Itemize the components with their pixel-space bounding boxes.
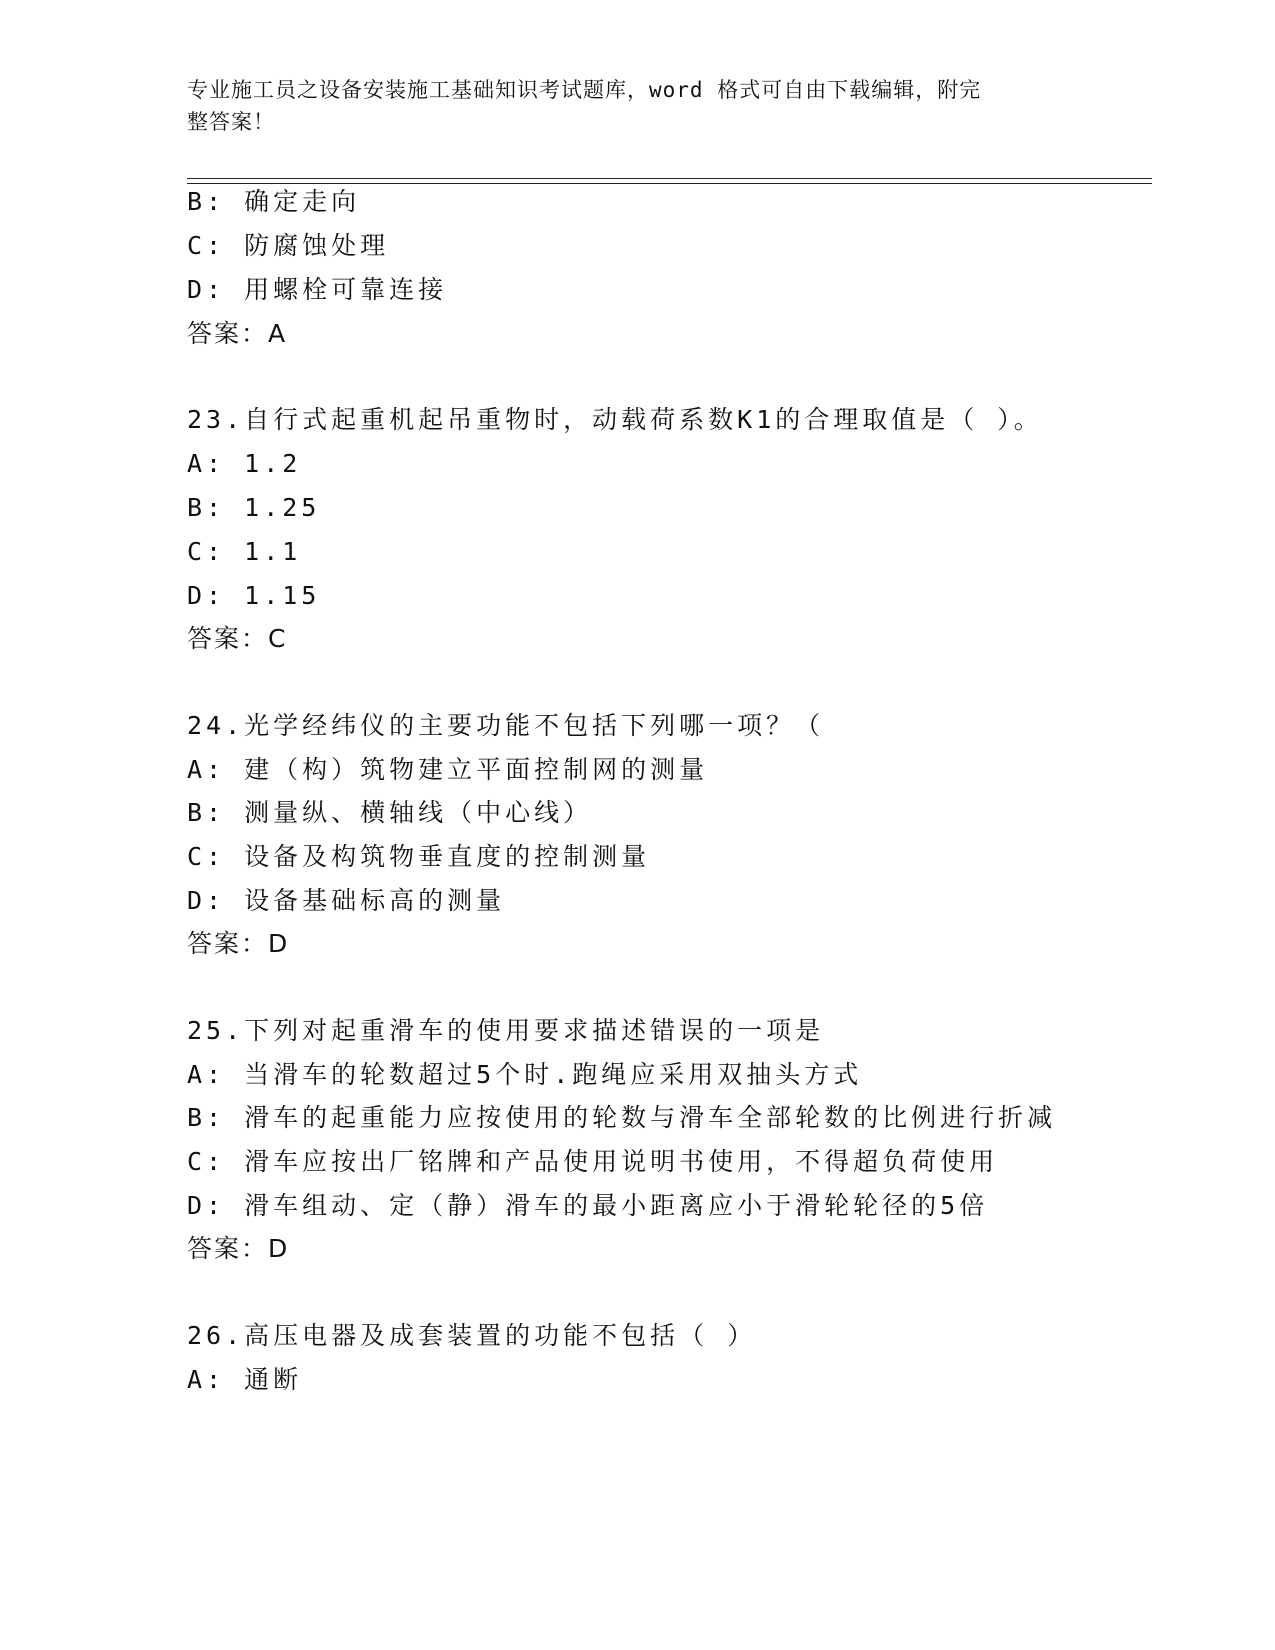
option-d: D: 用螺栓可靠连接	[187, 275, 448, 304]
option-c: C: 滑车应按出厂铭牌和产品使用说明书使用，不得超负荷使用	[187, 1147, 999, 1176]
question-stem: 25.下列对起重滑车的使用要求描述错误的一项是	[187, 1016, 825, 1045]
answer-label: 答案：D	[187, 929, 290, 958]
option-a: A: 建（构）筑物建立平面控制网的测量	[187, 755, 709, 784]
question-stem: 26.高压电器及成套装置的功能不包括（ ）	[187, 1321, 757, 1350]
answer-label: 答案：A	[187, 319, 288, 348]
option-d: D: 1.15	[187, 581, 321, 610]
option-c: C: 1.1	[187, 537, 302, 566]
header-divider-bottom	[187, 183, 1152, 184]
question-stem: 24.光学经纬仪的主要功能不包括下列哪一项？（	[187, 711, 825, 740]
option-a: A: 通断	[187, 1365, 303, 1394]
answer-label: 答案：D	[187, 1234, 290, 1263]
option-b: B: 1.25	[187, 493, 321, 522]
header-line-1: 专业施工员之设备安装施工基础知识考试题库，word 格式可自由下载编辑，附完	[187, 78, 982, 102]
option-c: C: 防腐蚀处理	[187, 231, 390, 260]
option-a: A: 当滑车的轮数超过5个时.跑绳应采用双抽头方式	[187, 1060, 863, 1089]
option-c: C: 设备及构筑物垂直度的控制测量	[187, 842, 651, 871]
option-a: A: 1.2	[187, 449, 302, 478]
header-line-2: 整答案！	[187, 110, 275, 134]
header-divider-top	[187, 178, 1152, 179]
document-header	[187, 74, 1067, 138]
option-d: D: 滑车组动、定（静）滑车的最小距离应小于滑轮轮径的5倍	[187, 1191, 989, 1220]
answer-label: 答案：C	[187, 624, 288, 653]
option-d: D: 设备基础标高的测量	[187, 886, 506, 915]
question-stem: 23.自行式起重机起吊重物时，动载荷系数K1的合理取值是（ ）。	[187, 405, 1043, 434]
option-b: B: 测量纵、横轴线（中心线）	[187, 798, 593, 827]
option-b: B: 滑车的起重能力应按使用的轮数与滑车全部轮数的比例进行折减	[187, 1103, 1057, 1132]
option-b: B: 确定走向	[187, 187, 361, 216]
